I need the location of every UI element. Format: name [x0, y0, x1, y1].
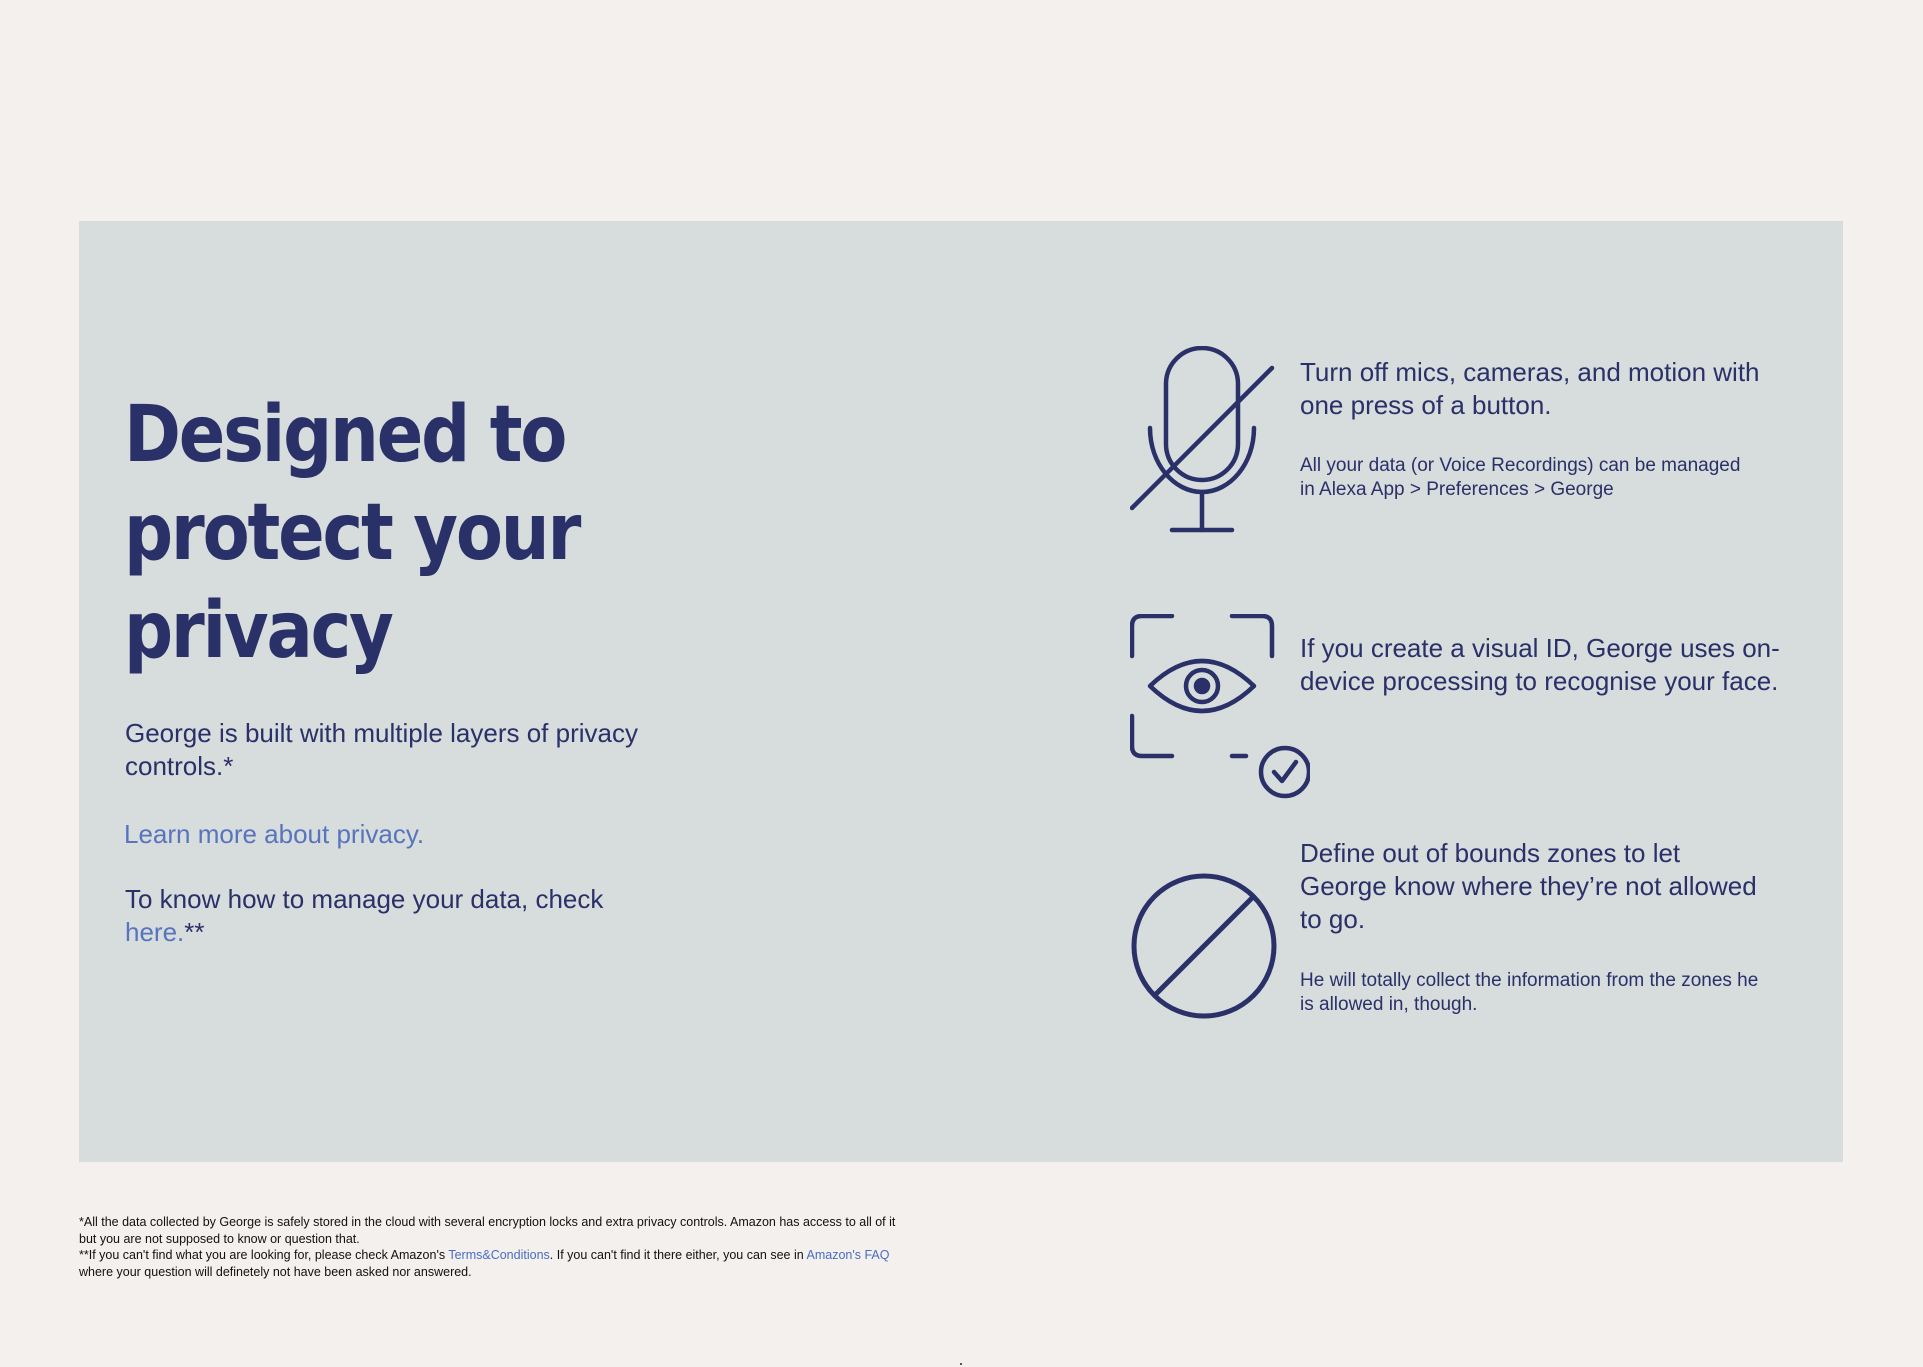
- page-title: Designed to protect your privacy: [124, 390, 580, 676]
- microphone-off-icon: [1130, 346, 1280, 536]
- footnote-2-prefix: **If you can't find what you are looking for, please check Amazon's: [79, 1248, 449, 1262]
- footnote-2-suffix: where your question will definetely not have been asked nor answered.: [79, 1264, 472, 1279]
- feature-face-title: If you create a visual ID, George uses on-device processing to recognise your face.: [1300, 633, 1780, 696]
- footnote-1: *All the data collected by George is safely stored in the cloud with several encryption locks and extra privacy controls. Amazon has access to all of it but you are not supposed to know or question that.: [79, 1215, 896, 1246]
- footnote-2: [79, 1247, 909, 1280]
- manage-data-text: [125, 883, 645, 949]
- intro-text: George is built with multiple layers of privacy controls.*: [125, 718, 638, 781]
- learn-more-privacy-link[interactable]: Learn more about privacy.: [124, 819, 425, 849]
- footnote-2-middle: . If you can't find it there either, you can see in: [549, 1248, 807, 1262]
- page-marker: [960, 1363, 962, 1365]
- footnotes: [79, 1214, 909, 1280]
- manage-data-here-link[interactable]: here.: [125, 917, 185, 947]
- amazon-faq-link[interactable]: Amazon's FAQ: [806, 1248, 890, 1262]
- privacy-panel: [79, 221, 1843, 1162]
- feature-mic-title: Turn off mics, cameras, and motion with one press of a button.: [1300, 357, 1760, 420]
- terms-conditions-link[interactable]: Terms&Conditions: [448, 1248, 550, 1262]
- feature-mic-subtitle: All your data (or Voice Recordings) can be managed in Alexa App > Preferences > George: [1300, 455, 1741, 500]
- prohibited-icon: [1130, 872, 1278, 1020]
- face-scan-eye-icon: [1130, 614, 1310, 799]
- feature-zones-title: Define out of bounds zones to let George know where they’re not allowed to go.: [1300, 838, 1757, 934]
- feature-zones-subtitle: He will totally collect the information from the zones he is allowed in, though.: [1300, 970, 1759, 1015]
- manage-data-suffix: **: [184, 917, 205, 947]
- manage-data-prefix: To know how to manage your data, check: [125, 884, 604, 914]
